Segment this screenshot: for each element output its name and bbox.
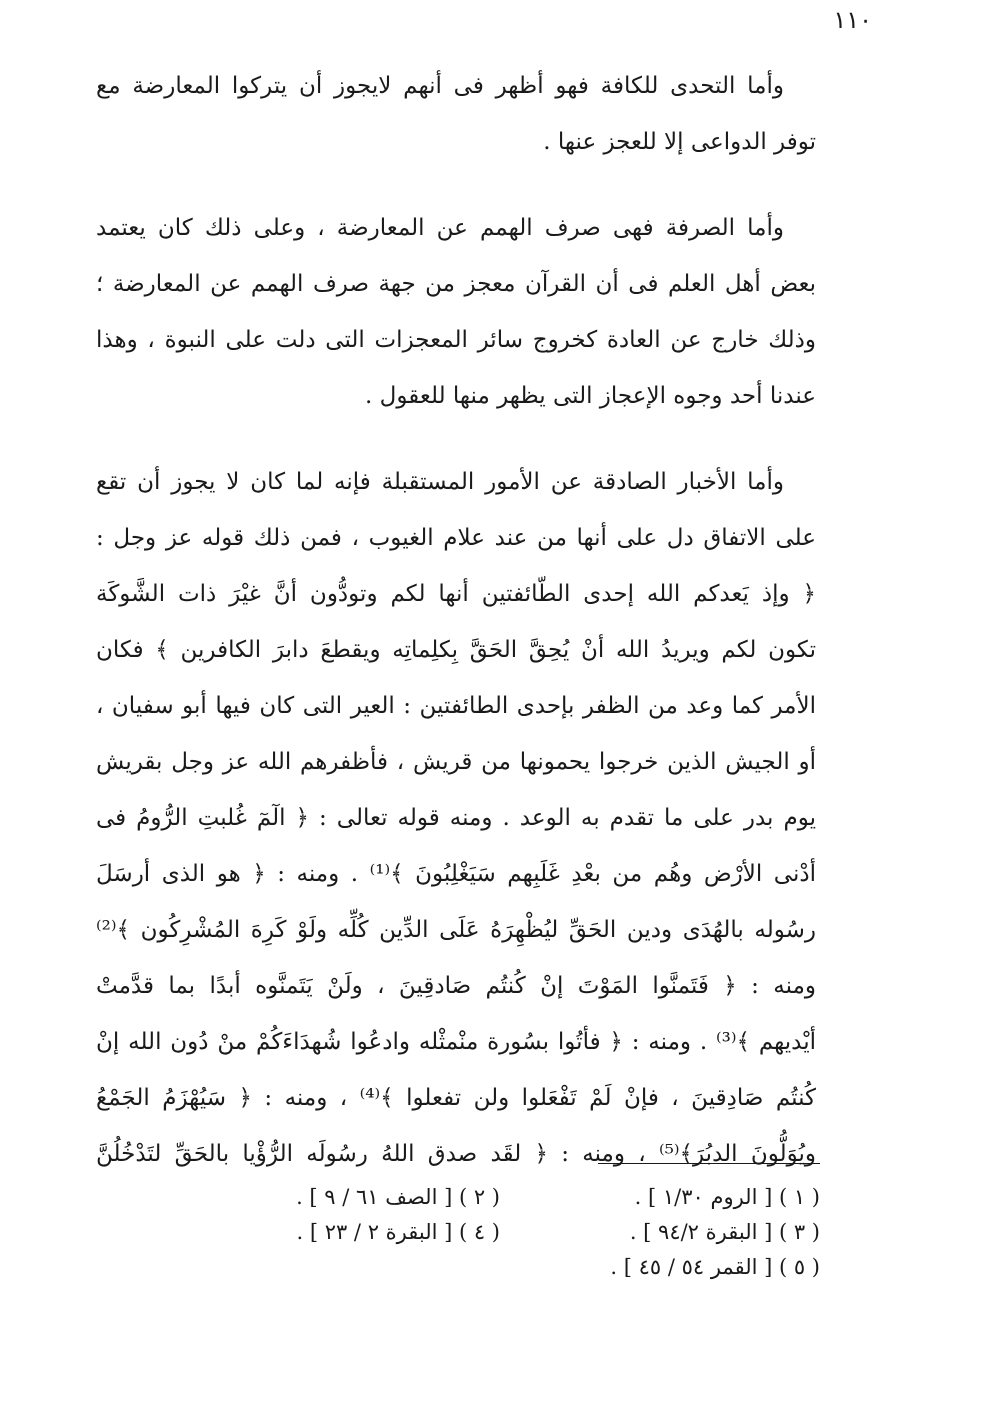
text-line: أو الجيش الذين خرجوا يحمونها من قريش ، فأظفرهم الله عز وجل بقريش [96,749,816,775]
text-line: يوم بدر على ما تقدم به الوعد . ومنه قوله تعالى : ﴿ الٓمٓ غُلبتِ الرُّومُ فى [96,805,816,831]
text-line: وأما الصرفة فهى صرف الهمم عن المعارضة ، وعلى ذلك كان يعتمد [96,215,784,241]
footnote: ( ٥ ) [ القمر ٥٤ / ٤٥ ] . [610,1255,820,1279]
text-line: وأما التحدى للكافة فهو أظهر فى أنهم لايجوز أن يتركوا المعارضة مع [96,73,784,99]
text-line: عندنا أحد وجوه الإعجاز التى يظهر منها للعقول . [365,383,816,409]
footnotes [240,1180,820,1285]
footnote: ( ٣ ) [ البقرة ٩٤/٢ ] . [629,1220,820,1244]
text-line: توفر الدواعى إلا للعجز عنها . [543,129,816,155]
footnote: ( ٢ ) [ الصف ٦١ / ٩ ] . [296,1185,500,1209]
footnote: ( ٤ ) [ البقرة ٢ / ٢٣ ] . [296,1220,500,1244]
text-line: كُنتُم صَادِقينَ ، فإنْ لَمْ تَفْعَلوا ولن تفعلوا ﴾⁽⁴⁾ ، ومنه : ﴿ سَيُهْزَمُ الجَمْعُ [96,1085,816,1111]
text-line: وذلك خارج عن العادة كخروج سائر المعجزات التى دلت على النبوة ، وهذا [96,327,816,353]
text-line: بعض أهل العلم فى أن القرآن معجز من جهة صرف الهمم عن المعارضة ؛ [96,271,816,297]
text-line: رسُوله بالهُدَى ودين الحَقِّ ليُظْهِرَهُ عَلَى الدِّين كُلِّه ولَوْ كَرِهَ المُشْرِكُون ﴾⁽²⁾ [96,917,816,943]
text-line: ﴿ وإذ يَعدكم الله إحدى الطّائفتين أنها لكم وتودُّون أنَّ غيْرَ ذات الشَّوكَة [96,581,816,607]
page-number: ١١٠ [833,6,872,34]
body-text [96,58,816,1182]
text-line: أيْديهم ﴾⁽³⁾ . ومنه : ﴿ فأتُوا بسُورة منْمثْله وادعُوا شُهدَاءَكُمْ منْ دُون الله إنْ [96,1029,816,1055]
text-line: وأما الأخبار الصادقة عن الأمور المستقبلة فإنه لما كان لا يجوز أن تقع [96,469,784,495]
text-line: ويُوَلُّونَ الدبُرَ﴾⁽⁵⁾ ، ومنه : ﴿ لقَد صدق اللهُ رسُولَه الرُّؤْيا بالحَقِّ لتَدْخُلُنَّ [96,1141,816,1167]
footnote: ( ١ ) [ الروم ١/٣٠ ] . [634,1185,820,1209]
text-line: الأمر كما وعد من الظفر بإحدى الطائفتين : العير التى كان فيها أبو سفيان ، [96,693,816,719]
text-line: ومنه : ﴿ فَتَمنَّوا المَوْتَ إنْ كُنتُم صَادقِينَ ، ولَنْ يَتَمنَّوه أبدًا بما قدَّمتْ [96,973,816,999]
text-line: على الاتفاق دل على أنها من عند علام الغيوب ، فمن ذلك قوله عز وجل : [96,525,816,551]
footnote-separator [598,1163,820,1164]
text-line: أدْنى الأرْض وهُم من بعْدِ غَلَبِهم سَيَغْلِبُونَ ﴾⁽¹⁾ . ومنه : ﴿ هو الذى أرسَلَ [96,861,816,887]
text-line: تكون لكم ويريدُ الله أنْ يُحِقَّ الحَقَّ بِكلِماتِه ويقطعَ دابرَ الكافرين ﴾ فكان [96,637,816,663]
